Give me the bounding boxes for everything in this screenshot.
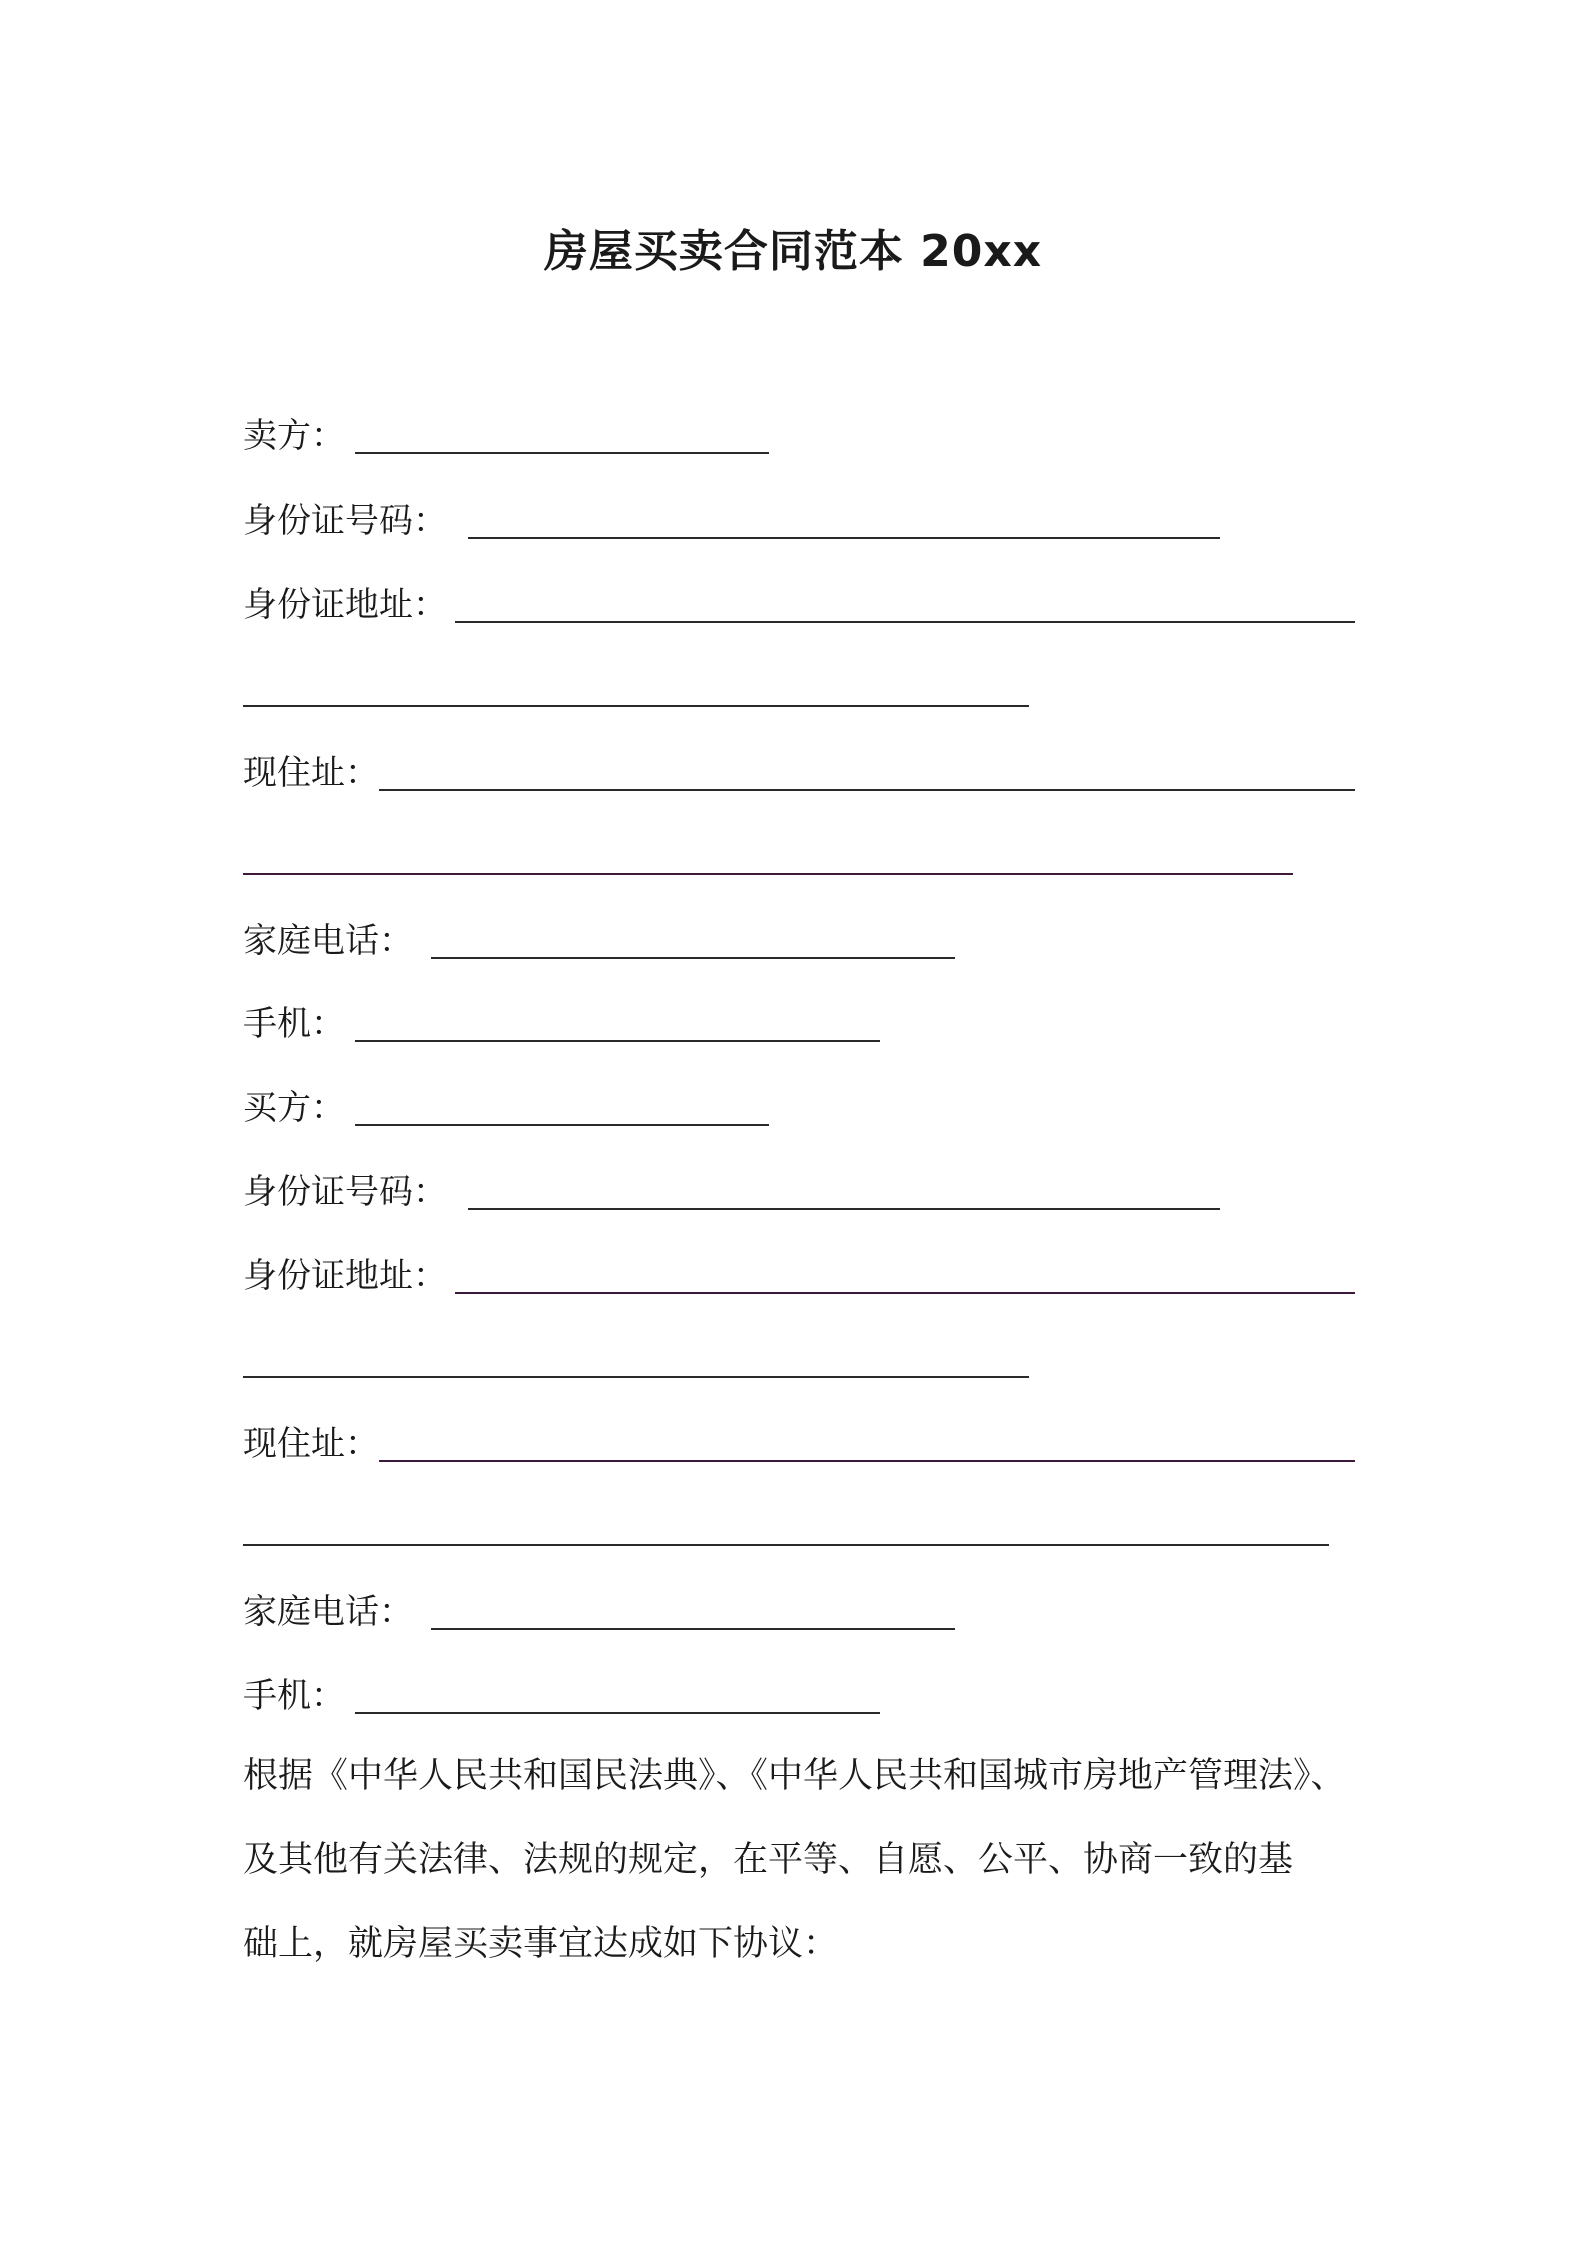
buyer-current-address-blank-continued[interactable] <box>243 1544 1329 1546</box>
seller-id-address-blank-continued[interactable] <box>243 705 1029 707</box>
buyer-id-address-blank-continued[interactable] <box>243 1376 1029 1378</box>
seller-mobile-label: 手机： <box>243 1004 345 1044</box>
buyer-id-number-label: 身份证号码： <box>243 1172 447 1212</box>
buyer-id-address-label: 身份证地址： <box>243 1256 447 1296</box>
buyer-home-phone-blank[interactable] <box>431 1628 955 1630</box>
buyer-home-phone-label: 家庭电话： <box>243 1592 413 1632</box>
buyer-current-address-blank[interactable] <box>379 1460 1355 1462</box>
buyer-id-number-blank[interactable] <box>468 1208 1220 1210</box>
preamble-line-1: 根据《中华人民共和国民法典》、《中华人民共和国城市房地产管理法》、 <box>243 1756 1346 1796</box>
buyer-current-address-label: 现住址： <box>243 1424 379 1464</box>
document-title: 房屋买卖合同范本 20xx <box>543 226 1043 277</box>
seller-id-address-blank[interactable] <box>455 621 1355 623</box>
seller-mobile-blank[interactable] <box>355 1040 880 1042</box>
seller-current-address-label: 现住址： <box>243 753 379 793</box>
buyer-mobile-label: 手机： <box>243 1676 345 1716</box>
seller-id-address-label: 身份证地址： <box>243 585 447 625</box>
seller-home-phone-blank[interactable] <box>431 957 955 959</box>
seller-current-address-blank-continued[interactable] <box>243 873 1293 875</box>
preamble-line-3: 础上，就房屋买卖事宜达成如下协议： <box>243 1924 839 1964</box>
seller-id-number-blank[interactable] <box>468 537 1220 539</box>
seller-current-address-blank[interactable] <box>379 789 1355 791</box>
buyer-name-label: 买方： <box>243 1088 345 1128</box>
buyer-id-address-blank[interactable] <box>455 1292 1355 1294</box>
seller-name-label: 卖方： <box>243 416 345 456</box>
buyer-name-blank[interactable] <box>355 1124 769 1126</box>
seller-home-phone-label: 家庭电话： <box>243 921 413 961</box>
preamble-line-2: 及其他有关法律、法规的规定，在平等、自愿、公平、协商一致的基 <box>243 1840 1294 1880</box>
seller-id-number-label: 身份证号码： <box>243 501 447 541</box>
seller-name-blank[interactable] <box>355 452 769 454</box>
buyer-mobile-blank[interactable] <box>355 1712 880 1714</box>
